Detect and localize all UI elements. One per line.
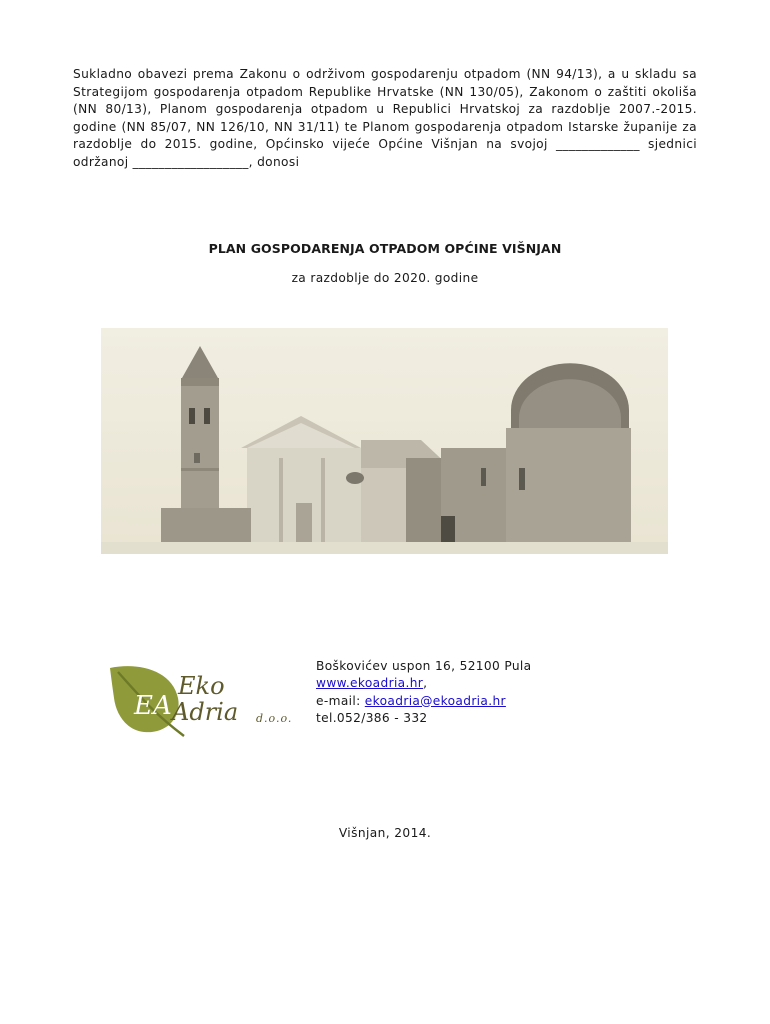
email-link[interactable]: ekoadria@ekoadria.hr	[364, 693, 506, 708]
contact-email-line	[316, 693, 531, 710]
logo-word-adria: Adria	[172, 698, 239, 726]
contact-phone: tel.052/386 - 332	[316, 710, 428, 725]
website-link[interactable]: www.ekoadria.hr	[316, 676, 424, 691]
email-label: e-mail:	[316, 693, 365, 708]
place-and-date: Višnjan, 2014.	[338, 826, 432, 840]
church-photo	[101, 328, 668, 554]
logo-monogram: EA	[134, 691, 172, 721]
intro-paragraph: Sukladno obavezi prema Zakonu o održivom gospodarenju otpadom (NN 94/13), a u skladu sa Strategijom gospodarenja otpadom Republike Hrvatske (NN 130/05), Zakonom o zaštiti okoliša (NN 80/13), Planom gospodarenja otpadom u Republici Hrvatskoj za razdoblje 2007.-2015. godine (NN 85/07, NN 126/10, NN 31/11) te Planom gospodarenja otpadom Istarske županije za razdoblje do 2015. godine, Općinsko vijeće Općine Višnjan na svojoj _____________ sjednici održanoj __________________, donosi	[73, 67, 697, 169]
logo-suffix: d.o.o.	[256, 712, 293, 725]
contact-block	[316, 658, 531, 727]
logo-word-eko: Eko	[178, 672, 225, 700]
website-comma: ,	[423, 676, 428, 691]
contact-website-line	[316, 675, 531, 692]
document-subtitle: za razdoblje do 2020. godine	[291, 271, 479, 285]
contact-address: Boškovićev uspon 16, 52100 Pula	[316, 659, 532, 673]
document-title: PLAN GOSPODARENJA OTPADOM OPĆINE VIŠNJAN	[208, 241, 562, 256]
ekoadria-logo	[108, 662, 308, 738]
